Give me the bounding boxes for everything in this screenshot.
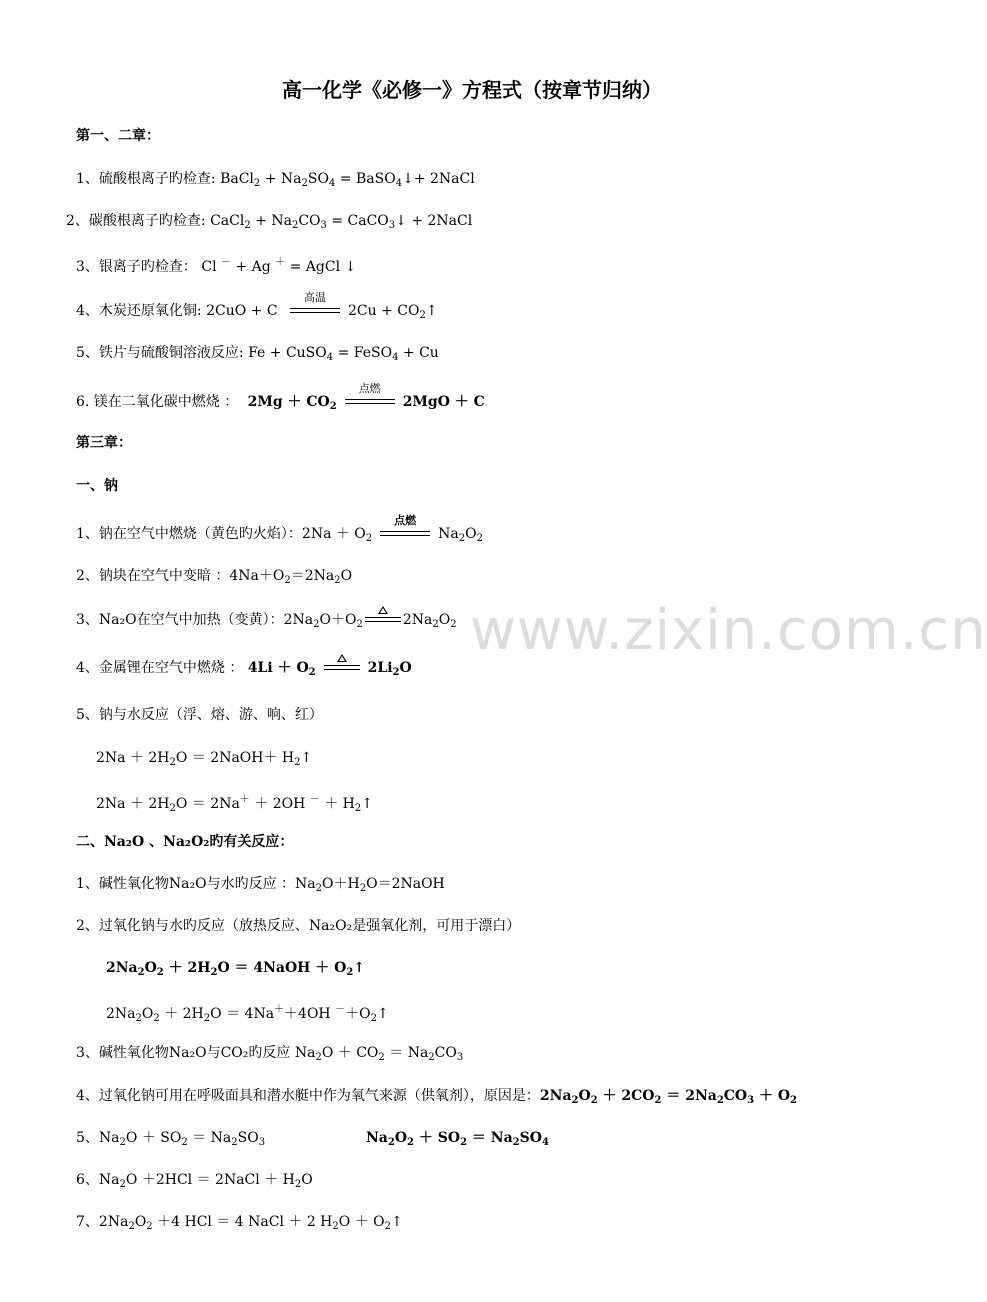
equation-label: 4、木炭还原氧化铜: (76, 303, 207, 319)
equation-label: 5、铁片与硫酸铜溶液反应: (76, 345, 249, 361)
chapter-3-heading: 第三章： (76, 435, 132, 451)
equation-label: 3、Na₂O在空气中加热（变黄）： (76, 612, 284, 628)
equation-line: 6、$Na_2O +2HCl$ ＝ 2NaCl ＋ $H_2O$ (76, 1172, 313, 1190)
reaction-condition: 点燃 (358, 382, 381, 395)
reaction-condition: 高温 (303, 291, 326, 304)
equation-label: 3、碱性氧化物Na₂O与CO₂旳反应 (76, 1045, 295, 1061)
equation-label: 6. 镁在二氧化碳中燃烧 ： (76, 394, 239, 410)
reaction-sign (365, 615, 401, 625)
equation-line: 1、硫酸根离子旳检查: BaCl$_2$ + $Na_2SO_4$ = BaSO$_4$↓+ 2NaCl (76, 171, 475, 189)
watermark: www.zixin.com.cn (470, 598, 987, 663)
page-title: 高一化学《必修一》方程式（按章节归纳） (282, 78, 662, 102)
equation-line: 3、Na₂O在空气中加热（变黄）：$2Na_2O+O_2$ $2Na_2O_2$ (76, 610, 457, 635)
equation-line: 1、钠在空气中燃烧（黄色旳火焰）：$2Na + O_2$ 点燃 $Na_2O_2$ (76, 514, 484, 544)
equation-label: 1、碱性氧化物Na₂O与水旳反应 ： (76, 876, 296, 892)
equation-label: 7、 (76, 1214, 99, 1230)
equation-line: 6. 镁在二氧化碳中燃烧 ： $2Mg + CO_2$ 点燃 2MgO ＋ C (76, 382, 485, 412)
equation-line: 1、碱性氧化物Na₂O与水旳反应 ：$Na_2O+H_2O=2NaOH$ (76, 876, 445, 894)
equation-line: 4、金属锂在空气中燃烧 ： $4Li + O_2$ $2Li_2O$ (76, 658, 412, 683)
reaction-sign (345, 382, 395, 407)
reaction-condition: 点燃 (394, 514, 417, 527)
equation-label: 3、银离子旳检查： (76, 259, 197, 275)
equation-line: $2Na + 2H_2O = 2Na^+ + 2OH$ $^- + H_2↑$ (96, 794, 373, 814)
reaction-sign (324, 663, 360, 673)
equation-label: 5、钠与水反应（浮、熔、游、响、红） (76, 707, 323, 723)
sodium-heading: 一、钠 (76, 478, 118, 494)
equation-label: 5、 (76, 1130, 99, 1146)
equation-line: 5、铁片与硫酸铜溶液反应: Fe + CuSO$_4$ = FeSO$_4$ + Cu (76, 345, 439, 363)
equation-label: 1、硫酸根离子旳检查: (76, 171, 221, 187)
equation-line: 4、木炭还原氧化铜: 2CuO + C 高温 $2Cu + CO_2↑$ (76, 291, 438, 321)
equation-line: 5、$Na_2O + SO_2 = Na_2SO_3$ (76, 1130, 266, 1148)
equation-line: 2、钠块在空气中变暗 ：$4Na+O_2=2Na_2O$ (76, 568, 353, 586)
equation-line: 7、$2Na_2O_2 +4$ HCl ＝ 4 NaCl ＋ 2 $H_2O$ ＋ $O_2↑$ (76, 1214, 403, 1232)
equation-label: 1、钠在空气中燃烧（黄色旳火焰）： (76, 526, 302, 542)
equation-line: $2Na_2O_2 + 2H_2O = 4Na^++4OH$ $^-+O_2↑$ (106, 1004, 389, 1024)
reaction-sign (380, 514, 430, 539)
equation-line: $Na_2O_2 + SO_2 = Na_2SO_4$ (366, 1130, 549, 1148)
equation-line: $2Na_2O_2 + 2H_2O$ ＝ 4NaOH ＋ $O_2↑$ (106, 960, 366, 978)
chapter-1-2-heading: 第一、二章： (76, 128, 160, 144)
equation-label: 4、金属锂在空气中燃烧 ： (76, 660, 244, 676)
equation-label: 4、过氧化钠可用在呼吸面具和潜水艇中作为氧气来源（供氧剂），原因是： (76, 1088, 540, 1104)
heat-icon (365, 605, 401, 617)
equation-label: 2、钠块在空气中变暗 ： (76, 568, 230, 584)
equation-line: 4、过氧化钠可用在呼吸面具和潜水艇中作为氧气来源（供氧剂），原因是：$2Na_2O_2 + 2CO_2 = 2Na_2CO_3 + O_2$ (76, 1088, 798, 1106)
equation-label: 2、碳酸根离子旳检查: (66, 213, 211, 229)
heat-icon (324, 653, 360, 665)
sodium-oxide-heading: 二、Na₂O 、Na₂O₂旳有关反应： (76, 834, 294, 850)
equation-line (76, 705, 323, 725)
equation-label: 2、过氧化钠与水旳反应（放热反应、Na₂O₂是强氧化剂，可用于漂白） (76, 918, 521, 934)
reaction-sign (290, 291, 340, 316)
equation-line: 2、碳酸根离子旳检查: CaCl$_2$ + $Na_2CO_3$ = CaCO$_3$↓ + 2NaCl (66, 213, 473, 231)
equation-label: 6、 (76, 1172, 99, 1188)
equation-line: 3、银离子旳检查： Cl － + Ag ＋ = AgCl ↓ (76, 257, 357, 275)
equation-line (76, 916, 520, 936)
equation-line: $2Na + 2H_2O$ ＝ 2NaOH＋ $H_2↑$ (96, 750, 313, 768)
equation-line: 3、碱性氧化物Na₂O与CO₂旳反应 $Na_2O + CO_2 = Na_2CO_3$ (76, 1045, 464, 1063)
